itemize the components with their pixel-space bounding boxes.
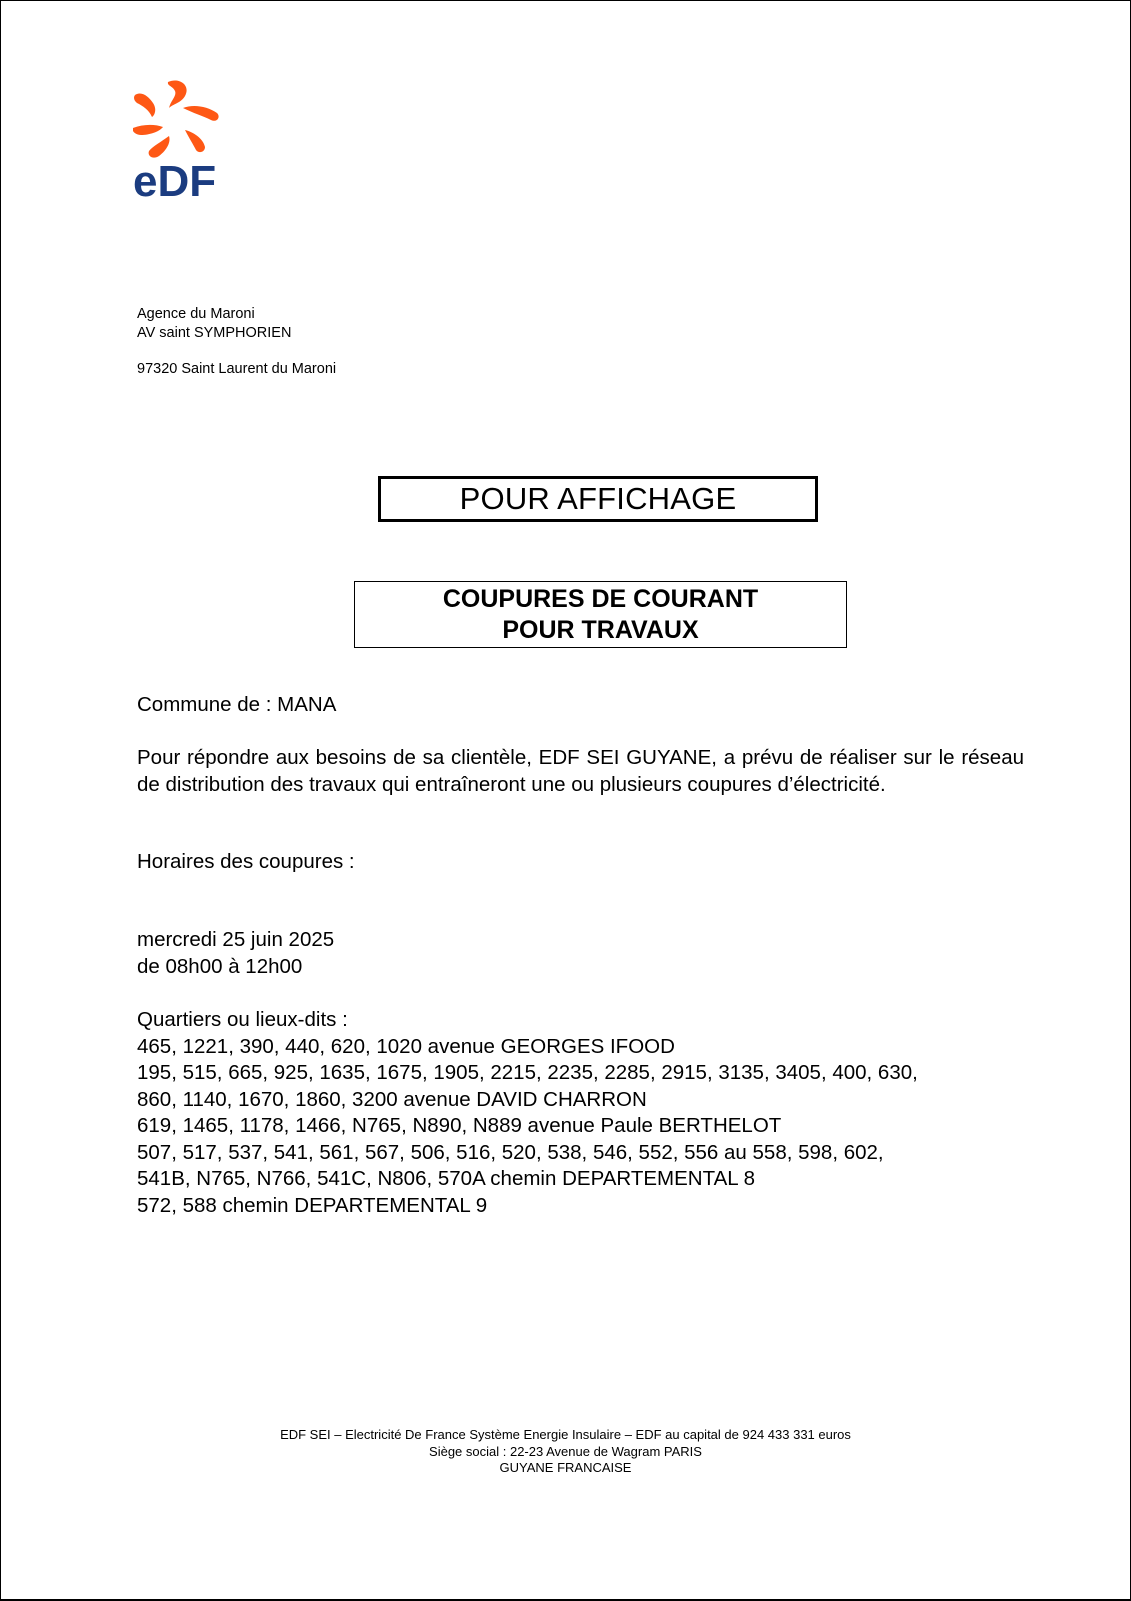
quartiers-block bbox=[137, 1007, 1024, 1219]
coupures-title-line1: COUPURES DE COURANT bbox=[442, 584, 759, 613]
commune-line: Commune de : MANA bbox=[137, 693, 337, 716]
footer bbox=[0, 1427, 1131, 1477]
quartiers-line: 507, 517, 537, 541, 561, 567, 506, 516, 520, 538, 546, 552, 556 au 558, 598, 602, bbox=[137, 1140, 884, 1164]
coupures-box bbox=[354, 581, 847, 648]
schedule-time: de 08h00 à 12h00 bbox=[137, 954, 303, 978]
pour-affichage-title: POUR AFFICHAGE bbox=[459, 481, 737, 516]
quartiers-line: 860, 1140, 1670, 1860, 3200 avenue DAVID CHARRON bbox=[137, 1087, 647, 1111]
quartiers-label: Quartiers ou lieux-dits : bbox=[137, 1008, 348, 1031]
horaires-label: Horaires des coupures : bbox=[137, 850, 355, 873]
quartiers-line: 465, 1221, 390, 440, 620, 1020 avenue GEORGES IFOOD bbox=[137, 1034, 675, 1058]
footer-line-region: GUYANE FRANCAISE bbox=[499, 1460, 632, 1475]
quartiers-line: 195, 515, 665, 925, 1635, 1675, 1905, 2215, 2235, 2285, 2915, 3135, 3405, 400, 630, bbox=[137, 1061, 918, 1084]
edf-sun-icon bbox=[133, 80, 219, 157]
footer-line-company: EDF SEI – Electricité De France Système Energie Insulaire – EDF au capital de 924 433 331 euros bbox=[280, 1427, 851, 1442]
edf-logo-icon bbox=[133, 80, 228, 205]
edf-wordmark: eDF bbox=[133, 157, 217, 205]
quartiers-line: 541B, N765, N766, 541C, N806, 570A chemin DEPARTEMENTAL 8 bbox=[137, 1167, 755, 1190]
intro-paragraph: Pour répondre aux besoins de sa clientèle, EDF SEI GUYANE, a prévu de réaliser sur le réseau de distribution des travaux qui entraîneront une ou plusieurs coupures d’électricité. bbox=[137, 746, 1024, 796]
coupures-title-line2: POUR TRAVAUX bbox=[502, 615, 699, 644]
address-line-agency: Agence du Maroni bbox=[137, 306, 255, 322]
schedule-date: mercredi 25 juin 2025 bbox=[137, 928, 335, 951]
address-line-city: 97320 Saint Laurent du Maroni bbox=[137, 361, 337, 377]
edf-logo bbox=[133, 80, 228, 205]
schedule-block bbox=[137, 927, 1024, 980]
sender-address bbox=[137, 305, 336, 379]
footer-line-siege: Siège social : 22-23 Avenue de Wagram PARIS bbox=[429, 1443, 702, 1459]
address-line-street: AV saint SYMPHORIEN bbox=[137, 325, 292, 341]
quartiers-line: 619, 1465, 1178, 1466, N765, N890, N889 avenue Paule BERTHELOT bbox=[137, 1114, 782, 1137]
quartiers-line: 572, 588 chemin DEPARTEMENTAL 9 bbox=[137, 1193, 488, 1217]
pour-affichage-box bbox=[378, 476, 818, 522]
